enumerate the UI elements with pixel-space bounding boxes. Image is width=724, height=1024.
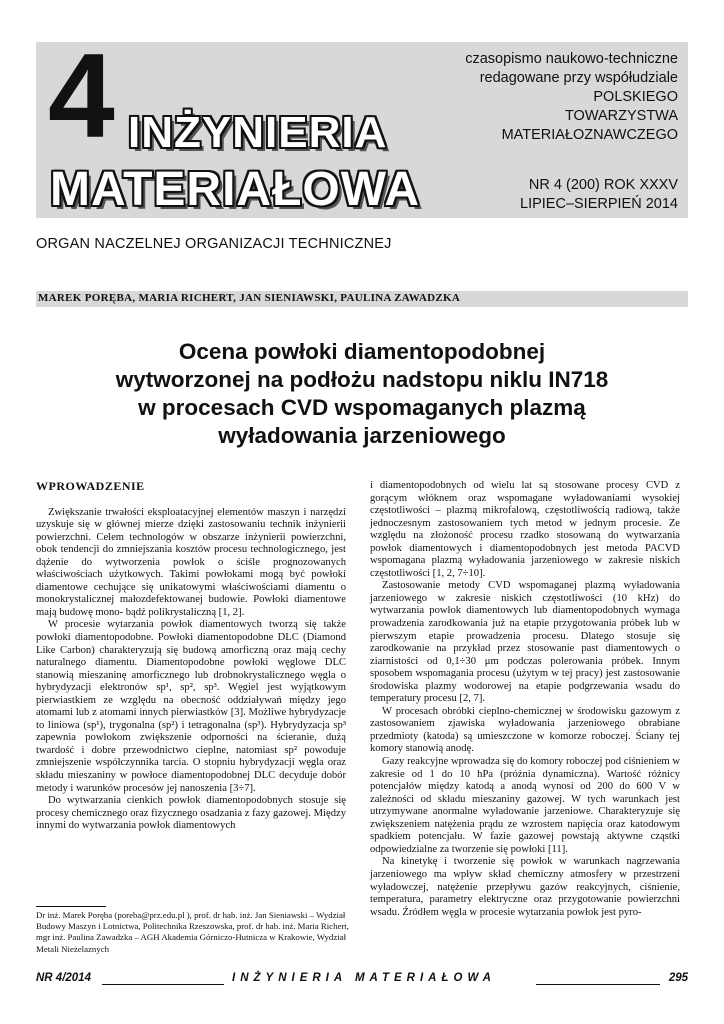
publisher-info-line: czasopismo naukowo-techniczne bbox=[465, 51, 678, 67]
right-column bbox=[370, 480, 680, 919]
journal-title-line1: INŻYNIERIA bbox=[128, 108, 388, 157]
article-title-line: wytworzonej na podłożu nadstopu niklu IN718 bbox=[115, 367, 609, 392]
article-title-line: w procesach CVD wspomaganych plazmą bbox=[138, 395, 586, 420]
article-title bbox=[36, 338, 688, 450]
publisher-info-line: TOWARZYSTWA bbox=[564, 108, 678, 124]
body-paragraph: i diamentopodobnych od wielu lat są stosowane procesy CVD z gorącym włóknem oraz wspomagane wyładowaniami wysokiej częstotliwości – plazmą mikrofalową, częstotliwością radiową, także jednoczesnym zastosowaniem tych metod w jednym procesie. Ze względu na złożoność procesu rzadko stosowaną do wytwarzania powłok diamentowych i diamentopodobnych jest metoda PACVD wspomagana plazmą wyładowania jarzeniowego w zakresie niskich częstotliwości [1, 2, 7÷10]. bbox=[370, 480, 680, 579]
issue-date-line: LIPIEC–SIERPIEŃ 2014 bbox=[520, 196, 678, 212]
footnote-rule bbox=[36, 906, 106, 907]
article-title-line: Ocena powłoki diamentopodobnej bbox=[178, 339, 546, 364]
masthead bbox=[36, 29, 688, 218]
body-paragraph: Zwiększanie trwałości eksploatacyjnej elementów maszyn i narzędzi uzyskuje się w głównej mierze dzięki zastosowaniu technik inżynierii powierzchni. Celem technologów w obszarze inżynierii powierzchni, obok tendencji do zmniejszania kosztów procesu technologicznego, jest dążenie do wytworzenia powłok o ściśle prognozowanych właściwościach użytkowych. Takimi powłokami mogą być powłoki diamentowe cechujące się unikatowymi właściwościami diamentu o monokrystalicznej małozdefektowanej budowie. Powłoki diamentowe mają budowę mono- bądź polikrystaliczną [1, 2]. bbox=[36, 506, 346, 618]
author-footnote: Dr inż. Marek Poręba (poreba@prz.edu.pl ), prof. dr hab. inż. Jan Sieniawski – Wydział Budowy Maszyn i Lotnictwa, Politechnika Rzeszowska, prof. dr hab. inż. Maria Richert, mgr inż. Paulina Zawadzka – AGH Akademia Górniczo-Hutnicza w Krakowie, Wydział Metali Nieżelaznych bbox=[36, 910, 349, 954]
footer-issue: NR 4/2014 bbox=[36, 972, 91, 984]
publisher-info-line: POLSKIEGO bbox=[593, 89, 678, 105]
journal-title-line2: MATERIAŁOWA bbox=[50, 163, 421, 216]
publisher-info-line: MATERIAŁOZNAWCZEGO bbox=[501, 127, 678, 143]
footer-journal: INŻYNIERIA MATERIAŁOWA bbox=[232, 972, 496, 984]
left-column bbox=[36, 480, 346, 833]
authors: MAREK PORĘBA, MARIA RICHERT, JAN SIENIAWSKI, PAULINA ZAWADZKA bbox=[38, 292, 461, 304]
body-paragraph: Do wytwarzania cienkich powłok diamentopodobnych stosuje się procesy chemicznego oraz fizycznego osadzania z fazy gazowej. Między innymi do wytwarzania powłok diamentowych bbox=[36, 795, 346, 832]
body-paragraph: Na kinetykę i tworzenie się powłok w warunkach nagrzewania jarzeniowego ma wpływ skład chemiczny atmosfery w przestrzeni wyładowczej, natężenie przepływu gazów reakcyjnych, ciśnienie, temperatura, parametry elektryczne oraz przygotowanie powierzchni wsadu. Źródłem węgla w procesie wytarzania powłok jest pyro- bbox=[370, 856, 680, 918]
issue-number-line: NR 4 (200) ROK XXXV bbox=[528, 177, 678, 193]
body-paragraph: W procesie wytarzania powłok diamentowych tworzą się także powłoki diamentopodobne. Powłoki diamentopodobne DLC (Diamond Like Carbon) charakteryzują się budową amorficzną oraz mają cechy naturalnego diamentu. Diamentopodobne powłoki węglowe DLC stanowią mieszaninę amorficznego lub drobnokrystalicznego węgla o hybrydyzacji elektronów sp¹, sp², sp³. Węgiel jest wyjątkowym pierwiastkiem ze względu na obecność oddziaływań między jego atomami lub z atomami innych pierwiastków [3]. Możliwe hybrydyzacje to liniowa (sp¹), trygonalna (sp²) i tetragonalna (sp³). Hybrydyzacja sp³ zapewnia powłokom zwiększenie odporności na ścieranie, dużą twardość i dobre przewodnictwo cieplne, natomiast sp² powoduje zmniejszenie współczynnika tarcia. O stopniu hybrydyzacji węgla oraz składu mieszaniny w powłoce diamentopodobnej DLC decyduje dobór metody i warunków procesów jej nanoszenia [3÷7]. bbox=[36, 619, 346, 794]
footer-divider bbox=[536, 984, 660, 985]
page-number: 295 bbox=[668, 972, 688, 984]
body-paragraph: Gazy reakcyjne wprowadza się do komory roboczej pod ciśnieniem w zakresie od 1 do 10 hPa (próżnia dynamiczna). Wartość różnicy potencjałów między katodą a anodą wynosi od 200 do 600 V w zależności od składu mieszaniny gazowej. W tych warunkach jest utrzymywane anormalne wyładowanie jarzeniowe. Charakteryzuje się zwiększeniem natężenia prądu ze wzrostem napięcia oraz katodowym spadkiem potencjału. W fazie gazowej powstają aktywne cząstki odpowiedzialne za tworzenie się powłoki [11]. bbox=[370, 756, 680, 855]
footer-divider bbox=[102, 984, 224, 985]
publisher-info-line: redagowane przy współudziale bbox=[479, 70, 678, 86]
publisher-info bbox=[398, 50, 678, 145]
author-bar bbox=[36, 291, 688, 307]
article-title-line: wyładowania jarzeniowego bbox=[218, 423, 506, 448]
organ-caption: ORGAN NACZELNEJ ORGANIZACJI TECHNICZNEJ bbox=[36, 236, 392, 252]
issue-info bbox=[520, 176, 678, 214]
body-paragraph: W procesach obróbki cieplno-chemicznej w środowisku gazowym z zastosowaniem zjawiska wyładowania jarzeniowego obrabiane przedmioty (katoda) są umieszczone w komorze roboczej. Ściany tej komory stanowią anodę. bbox=[370, 705, 680, 755]
body-paragraph: Zastosowanie metody CVD wspomaganej plazmą wyładowania jarzeniowego w zakresie niskich częstotliwości (10 kHz) do wytwarzania powłok diamentowych lub diamentopodobnych wymaga prowadzenia zarodkowania już na etapie przygotowania próbek lub w pierwszym etapie prowadzenia procesu. Dlatego stosuje się zarodkowanie na przykład przez stosowanie past diamentowych o ziarnistości od 0,1÷30 μm podczas polerowania próbek. Innym sposobem wspomagania procesu (użytym w tej pracy) jest zastosowanie środowiska plazmy wodorowej na etapie podgrzewania wsadu do temperatury procesu [2, 7]. bbox=[370, 580, 680, 705]
section-heading: WPROWADZENIE bbox=[36, 479, 145, 493]
issue-number-large: 4 bbox=[48, 29, 111, 163]
